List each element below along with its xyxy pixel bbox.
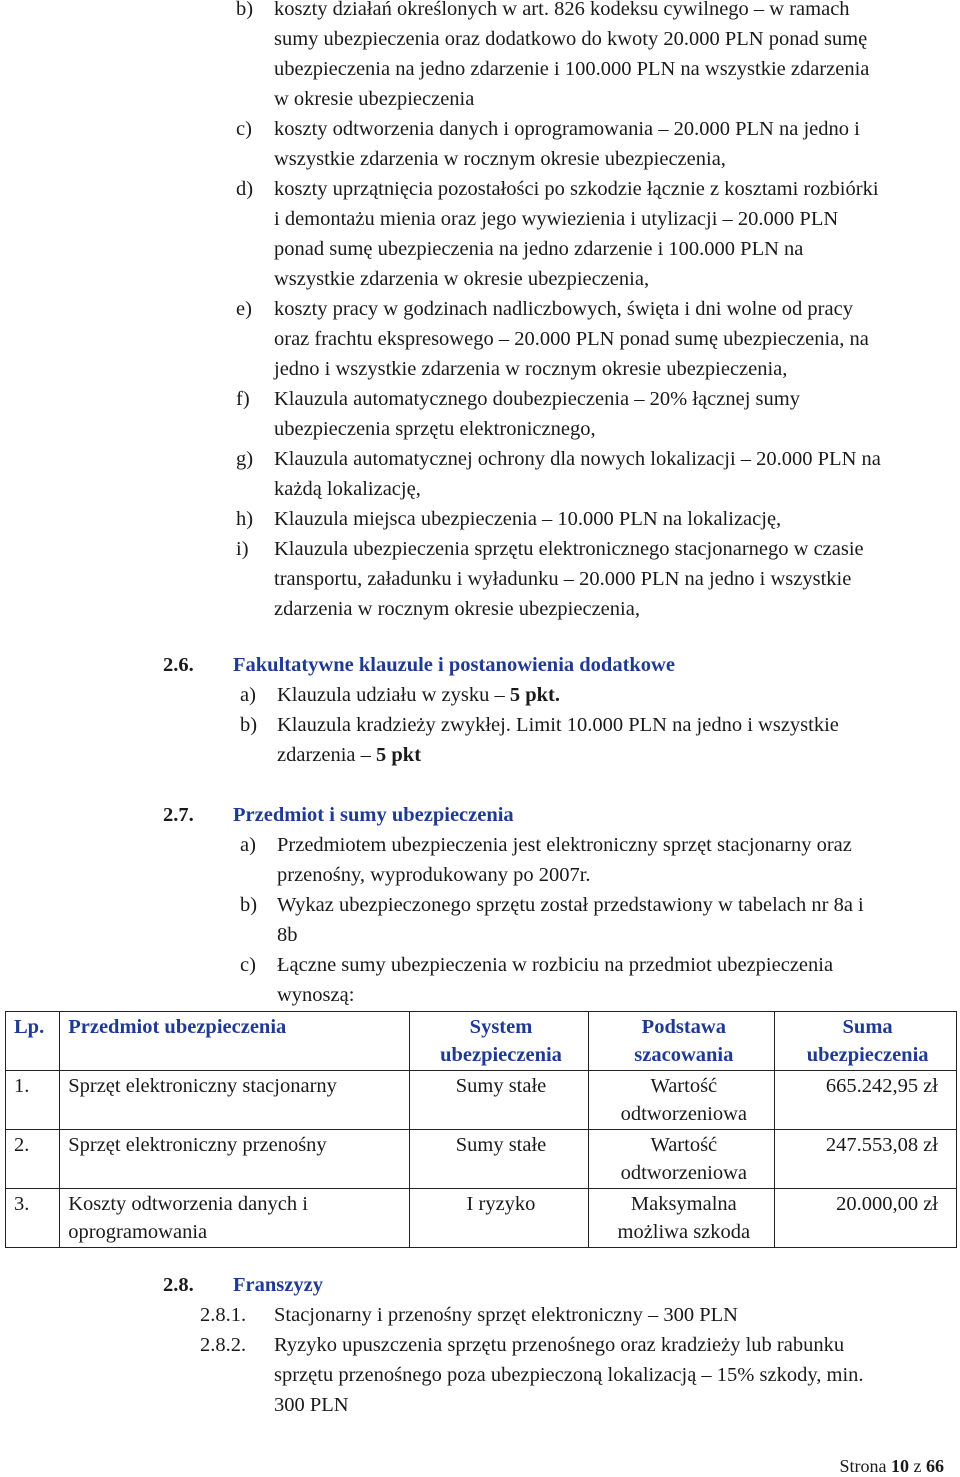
cell-system: Sumy stałe — [409, 1071, 589, 1130]
header-lp: Lp. — [6, 1012, 60, 1071]
table-row — [6, 1071, 957, 1130]
section-heading-2-7 — [163, 800, 514, 830]
list-item: 2.8.1. Stacjonarny i przenośny sprzęt elektroniczny – 300 PLN — [200, 1300, 944, 1330]
section-number: 2.7. — [163, 804, 194, 826]
cell-podstawa: Wartość odtworzeniowa — [589, 1071, 775, 1130]
cell-przedmiot: Koszty odtworzenia danych i oprogramowania — [60, 1189, 409, 1248]
section-heading-2-6 — [163, 650, 675, 680]
coverage-list — [236, 0, 944, 624]
list-marker: 2.8.1. — [200, 1304, 247, 1326]
list-marker: b) — [240, 894, 258, 916]
list-item: d) koszty uprzątnięcia pozostałości po szkodzie łącznie z kosztami rozbiórki i demontażu mienia oraz jego wywiezienia i utylizacji – 20.000 PLN ponad sumę ubezpieczenia na jedno zdarzenie i 100.000 PLN na wszystkie zdarzenia w okresie ubezpieczenia, — [236, 174, 944, 294]
list-item: e) koszty pracy w godzinach nadliczbowych, święta i dni wolne od pracy oraz frachtu ekspresowego – 20.000 PLN ponad sumę ubezpieczenia, na jedno i wszystkie zdarzenia w rocznym okresie ubezpieczenia, — [236, 294, 944, 384]
cell-podstawa: Wartość odtworzeniowa — [589, 1130, 775, 1189]
list-marker: a) — [240, 684, 256, 706]
cell-przedmiot: Sprzęt elektroniczny stacjonarny — [60, 1071, 409, 1130]
list-marker: d) — [236, 178, 254, 200]
list-item: i) Klauzula ubezpieczenia sprzętu elektronicznego stacjonarnego w czasie transportu, załadunku i wyładunku – 20.000 PLN na jedno i wszystkie zdarzenia w rocznym okresie ubezpieczenia, — [236, 534, 944, 624]
list-marker: a) — [240, 834, 256, 856]
list-marker: c) — [236, 118, 252, 140]
list-marker: g) — [236, 448, 254, 470]
table-row — [6, 1130, 957, 1189]
section-heading-2-8 — [163, 1270, 323, 1300]
list-marker: i) — [236, 538, 249, 560]
cell-podstawa: Maksymalna możliwa szkoda — [589, 1189, 775, 1248]
cell-lp: 3. — [6, 1189, 60, 1248]
section-2-7-list — [240, 830, 944, 1010]
cell-lp: 1. — [6, 1071, 60, 1130]
list-marker: b) — [236, 0, 254, 20]
section-2-8-list — [200, 1300, 944, 1420]
list-item: a) Przedmiotem ubezpieczenia jest elektroniczny sprzęt stacjonarny oraz przenośny, wyprodukowany po 2007r. — [240, 830, 944, 890]
cell-przedmiot: Sprzęt elektroniczny przenośny — [60, 1130, 409, 1189]
cell-suma: 665.242,95 zł — [775, 1071, 957, 1130]
list-item: b) Klauzula kradzieży zwykłej. Limit 10.000 PLN na jedno i wszystkie zdarzenia – 5 pkt — [240, 710, 944, 770]
list-marker: b) — [240, 714, 258, 736]
header-przedmiot: Przedmiot ubezpieczenia — [60, 1012, 409, 1071]
header-system: System ubezpieczenia — [409, 1012, 589, 1071]
section-number: 2.8. — [163, 1274, 194, 1296]
list-marker: 2.8.2. — [200, 1334, 247, 1356]
sums-insured-table — [5, 1011, 957, 1248]
table-row — [6, 1189, 957, 1248]
list-marker: e) — [236, 298, 252, 320]
section-title: Fakultatywne klauzule i postanowienia dodatkowe — [233, 654, 675, 676]
cell-system: I ryzyko — [409, 1189, 589, 1248]
cell-suma: 20.000,00 zł — [775, 1189, 957, 1248]
list-item: 2.8.2. Ryzyko upuszczenia sprzętu przenośnego oraz kradzieży lub rabunku sprzętu przenośnego poza ubezpieczoną lokalizacją – 15% szkody, min. 300 PLN — [200, 1330, 944, 1420]
list-item: c) Łączne sumy ubezpieczenia w rozbiciu na przedmiot ubezpieczenia wynoszą: — [240, 950, 944, 1010]
header-suma: Suma ubezpieczenia — [775, 1012, 957, 1071]
list-item: b) koszty działań określonych w art. 826 kodeksu cywilnego – w ramach sumy ubezpieczenia oraz dodatkowo do kwoty 20.000 PLN ponad sumę ubezpieczenia na jedno zdarzenie i 100.000 PLN na wszystkie zdarzenia w okresie ubezpieczenia — [236, 0, 944, 114]
list-item: c) koszty odtworzenia danych i oprogramowania – 20.000 PLN na jedno i wszystkie zdarzenia w rocznym okresie ubezpieczenia, — [236, 114, 944, 174]
cell-system: Sumy stałe — [409, 1130, 589, 1189]
section-2-6-list — [240, 680, 944, 770]
section-title: Przedmiot i sumy ubezpieczenia — [233, 804, 514, 826]
list-item: a) Klauzula udziału w zysku – 5 pkt. — [240, 680, 944, 710]
list-marker: h) — [236, 508, 254, 530]
header-podstawa: Podstawa szacowania — [589, 1012, 775, 1071]
page-number: Strona 10 z 66 — [839, 1456, 944, 1476]
list-item: g) Klauzula automatycznej ochrony dla nowych lokalizacji – 20.000 PLN na każdą lokalizację, — [236, 444, 944, 504]
section-number: 2.6. — [163, 654, 194, 676]
table-header-row — [6, 1012, 957, 1071]
list-marker: c) — [240, 954, 256, 976]
cell-lp: 2. — [6, 1130, 60, 1189]
list-item: b) Wykaz ubezpieczonego sprzętu został przedstawiony w tabelach nr 8a i 8b — [240, 890, 944, 950]
section-title: Franszyzy — [233, 1274, 323, 1296]
list-item: h) Klauzula miejsca ubezpieczenia – 10.000 PLN na lokalizację, — [236, 504, 944, 534]
cell-suma: 247.553,08 zł — [775, 1130, 957, 1189]
list-marker: f) — [236, 388, 250, 410]
list-item: f) Klauzula automatycznego doubezpieczenia – 20% łącznej sumy ubezpieczenia sprzętu elektronicznego, — [236, 384, 944, 444]
